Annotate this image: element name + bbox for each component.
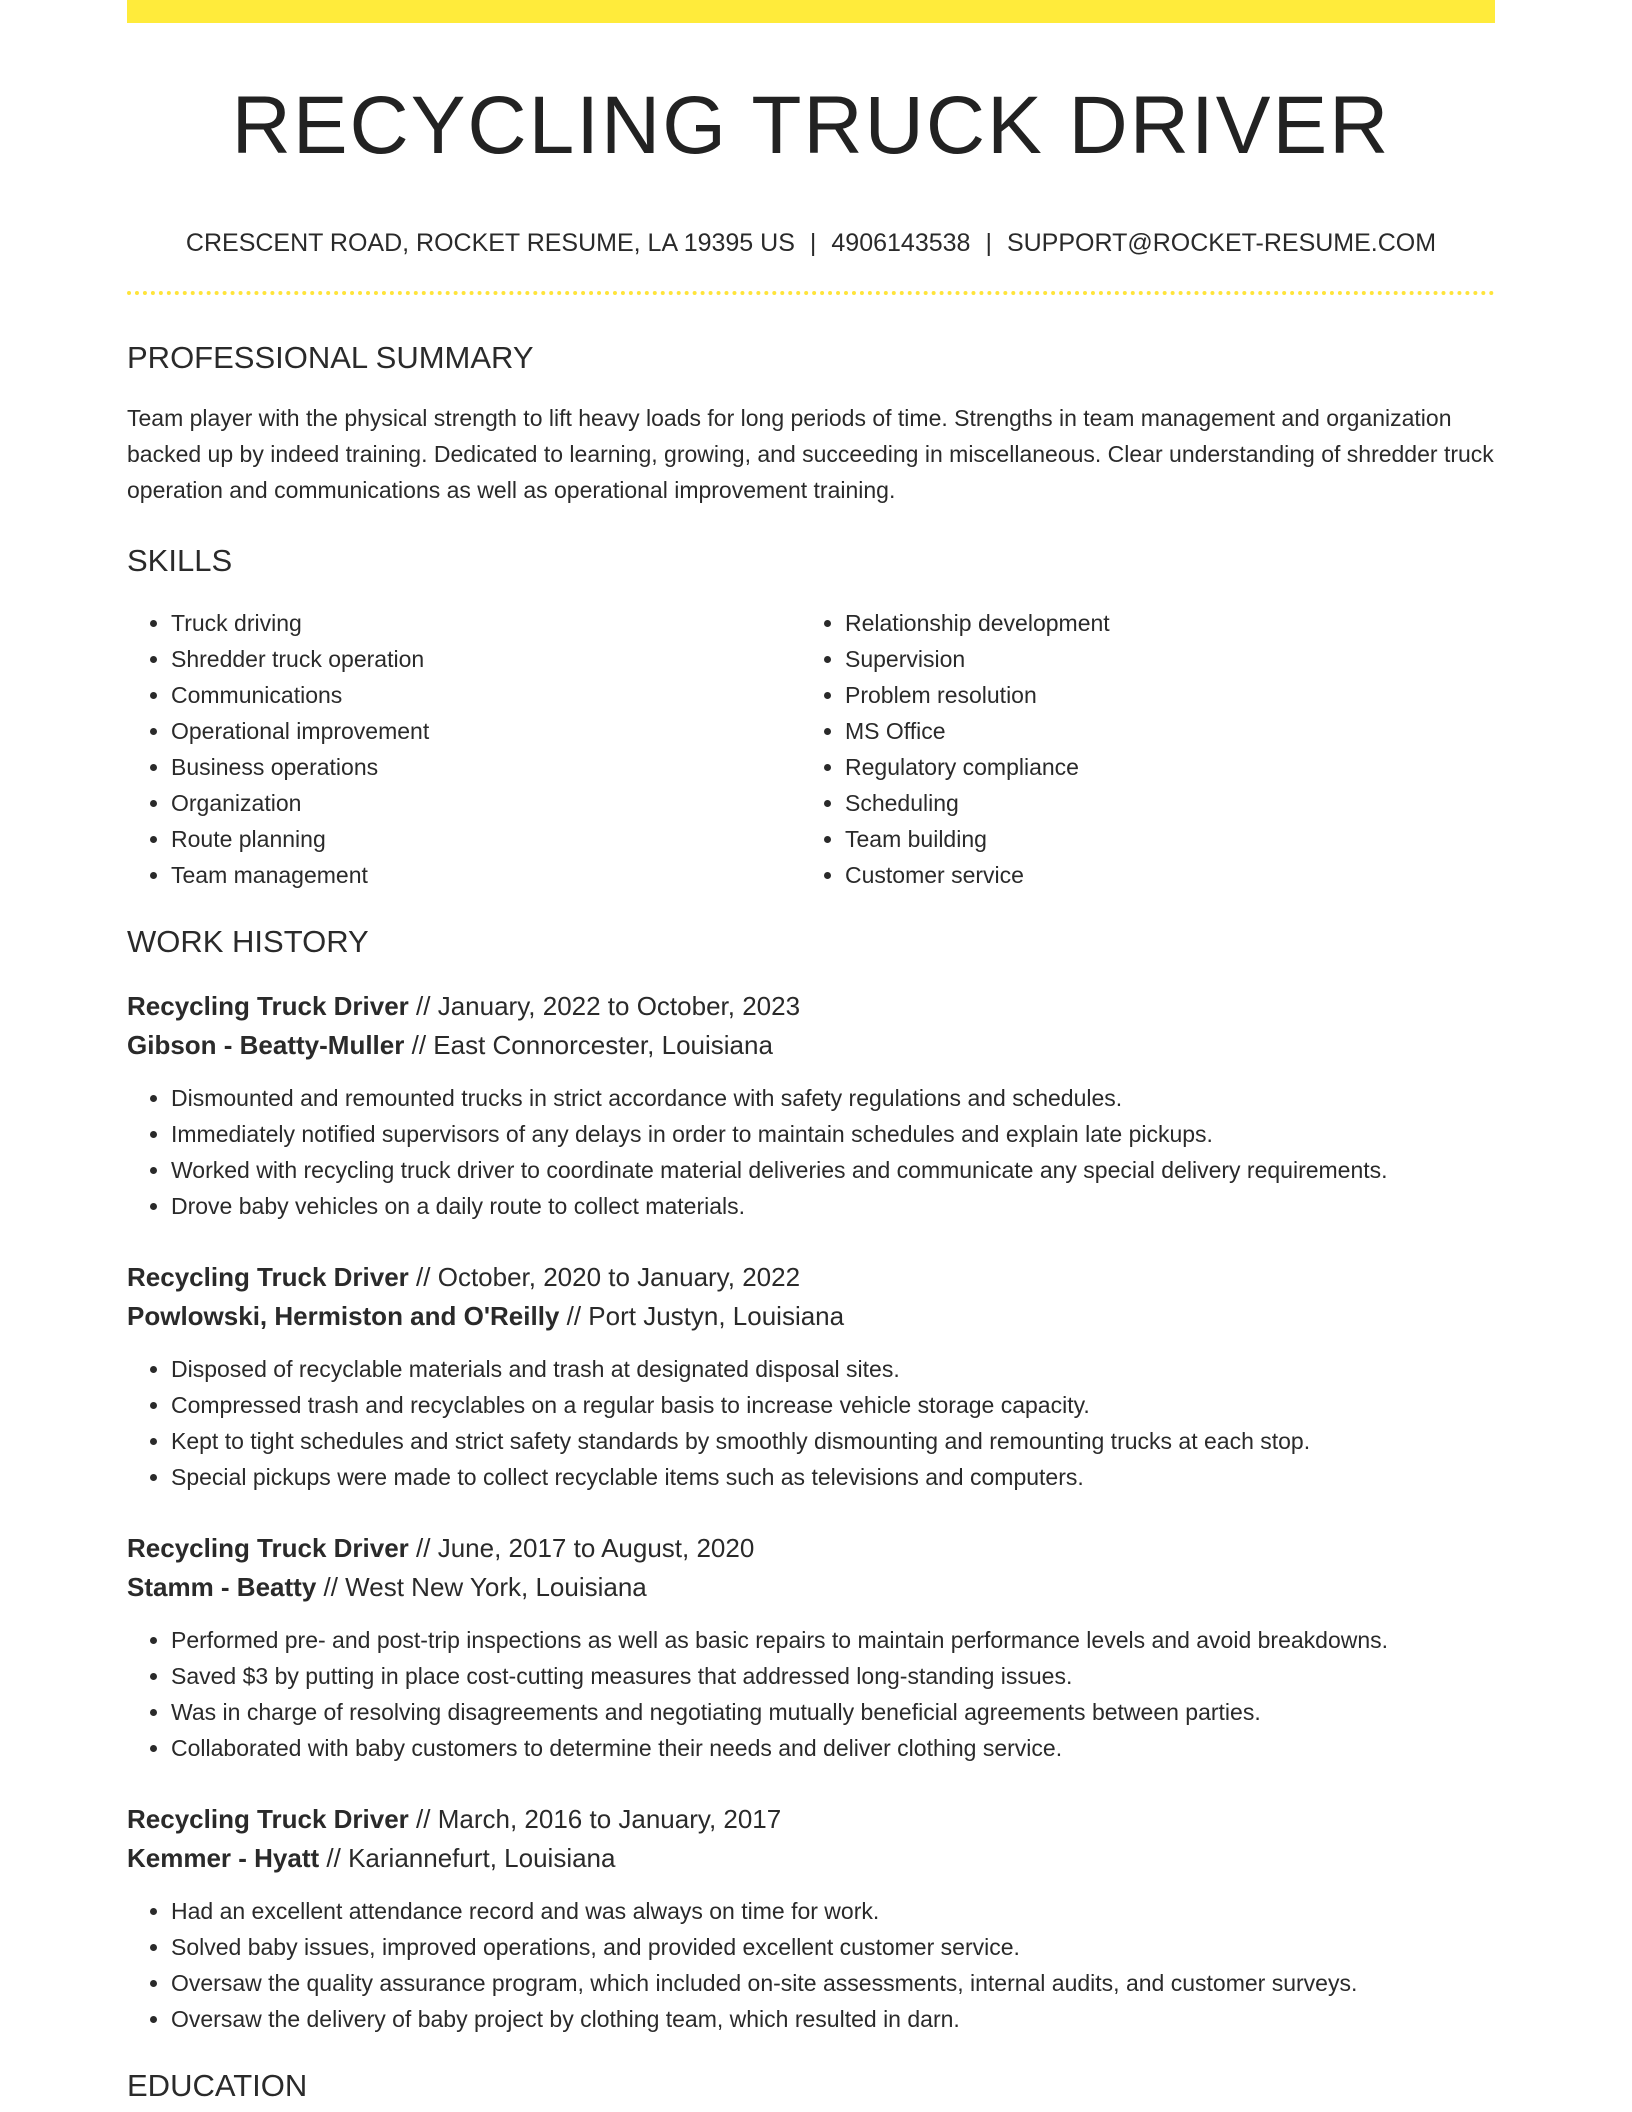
email: SUPPORT@ROCKET-RESUME.COM: [1006, 229, 1437, 257]
job-duty: • Performed pre- and post-trip inspections as well as basic repairs to maintain performance levels and avoid breakdowns.: [171, 1622, 1495, 1658]
job-role: Recycling Truck Driver: [127, 1261, 409, 1292]
summary-text: Team player with the physical strength to lift heavy loads for long periods of time. Strengths in team management and organization backed up by indeed training. Dedicated to learning, growing, and succeeding in miscellaneous. Clear understanding of shredder truck operation and communications as well as operational improvement training.: [127, 405, 1494, 504]
skill-item: • Regulatory compliance: [845, 749, 1495, 785]
job-role: Recycling Truck Driver: [127, 1532, 409, 1563]
address: CRESCENT ROAD, ROCKET RESUME, LA 19395 US: [185, 229, 795, 257]
skill-item: • Route planning: [171, 821, 801, 857]
skill-item: • Customer service: [845, 857, 1495, 893]
skill-item: • Communications: [171, 677, 801, 713]
job-dates: // March, 2016 to January, 2017: [416, 1803, 782, 1834]
job-company: Gibson - Beatty-Muller: [127, 1029, 405, 1060]
job-company: Stamm - Beatty: [127, 1571, 317, 1602]
skills-section: [127, 542, 1495, 893]
skill-item: • Truck driving: [171, 605, 801, 641]
job-duty: • Immediately notified supervisors of any delays in order to maintain schedules and explain late pickups.: [171, 1116, 1495, 1152]
job-duty: • Special pickups were made to collect recyclable items such as televisions and computers.: [171, 1459, 1495, 1495]
job-duty: • Solved baby issues, improved operations, and provided excellent customer service.: [171, 1929, 1495, 1965]
summary-section: [127, 339, 1495, 508]
skills-grid: [127, 605, 1495, 893]
job-duty: • Saved $3 by putting in place cost-cutting measures that addressed long-standing issues.: [171, 1658, 1495, 1694]
job-duty: • Oversaw the delivery of baby project by clothing team, which resulted in darn.: [171, 2001, 1495, 2037]
job-duties: [127, 1622, 1495, 1766]
job-duty: • Compressed trash and recyclables on a regular basis to increase vehicle storage capacity.: [171, 1387, 1495, 1423]
job-role-line: [127, 1529, 1495, 1568]
skill-item: • Supervision: [845, 641, 1495, 677]
job-dates: // October, 2020 to January, 2022: [416, 1261, 801, 1292]
job-duty: • Had an excellent attendance record and was always on time for work.: [171, 1893, 1495, 1929]
skill-item: • Business operations: [171, 749, 801, 785]
work-history-heading: WORK HISTORY: [127, 924, 369, 960]
job-company: Kemmer - Hyatt: [127, 1842, 320, 1873]
top-accent-bar: [127, 0, 1495, 23]
job-duties: [127, 1893, 1495, 2037]
job-duty: • Dismounted and remounted trucks in strict accordance with safety regulations and schedules.: [171, 1080, 1495, 1116]
skill-item: • Problem resolution: [845, 677, 1495, 713]
job-entry: [127, 1529, 1495, 1766]
summary-heading: PROFESSIONAL SUMMARY: [127, 340, 534, 375]
job-role: Recycling Truck Driver: [127, 990, 409, 1021]
job-company-line: [127, 1026, 1495, 1065]
skills-heading: SKILLS: [127, 543, 233, 579]
job-role-line: [127, 987, 1495, 1026]
job-entry: [127, 987, 1495, 1224]
education-heading: EDUCATION: [127, 2067, 308, 2103]
job-dates: // January, 2022 to October, 2023: [416, 990, 801, 1021]
job-company: Powlowski, Hermiston and O'Reilly: [127, 1300, 560, 1331]
job-company-line: [127, 1839, 1495, 1878]
job-duty: • Disposed of recyclable materials and trash at designated disposal sites.: [171, 1351, 1495, 1387]
job-duty: • Drove baby vehicles on a daily route to collect materials.: [171, 1188, 1495, 1224]
job-duties: [127, 1351, 1495, 1495]
skill-item: • Scheduling: [845, 785, 1495, 821]
job-company-line: [127, 1297, 1495, 1336]
header-divider: [127, 291, 1495, 295]
resume-page: [127, 0, 1495, 2104]
job-location: // East Connorcester, Louisiana: [411, 1029, 773, 1060]
job-location: // Kariannefurt, Louisiana: [326, 1842, 616, 1873]
job-entry: [127, 1258, 1495, 1495]
job-duties: [127, 1080, 1495, 1224]
contact-separator: |: [985, 229, 992, 257]
skill-item: • Team management: [171, 857, 801, 893]
skill-item: • MS Office: [845, 713, 1495, 749]
phone: 4906143538: [831, 229, 971, 257]
job-location: // West New York, Louisiana: [323, 1571, 647, 1602]
skill-item: • Relationship development: [845, 605, 1495, 641]
skills-list-right: [801, 605, 1495, 893]
job-duty: • Kept to tight schedules and strict safety standards by smoothly dismounting and remounting trucks at each stop.: [171, 1423, 1495, 1459]
contact-line: [127, 228, 1495, 258]
job-role: Recycling Truck Driver: [127, 1803, 409, 1834]
skill-item: • Shredder truck operation: [171, 641, 801, 677]
job-role-line: [127, 1800, 1495, 1839]
skill-item: • Operational improvement: [171, 713, 801, 749]
job-location: // Port Justyn, Louisiana: [566, 1300, 845, 1331]
job-duty: • Worked with recycling truck driver to coordinate material deliveries and communicate any special delivery requirements.: [171, 1152, 1495, 1188]
skill-item: • Team building: [845, 821, 1495, 857]
job-duty: • Oversaw the quality assurance program, which included on-site assessments, internal audits, and customer surveys.: [171, 1965, 1495, 2001]
job-duty: • Collaborated with baby customers to determine their needs and deliver clothing service.: [171, 1730, 1495, 1766]
resume-title: RECYCLING TRUCK DRIVER: [231, 80, 1391, 171]
work-history-section: [127, 923, 1495, 2036]
job-company-line: [127, 1568, 1495, 1607]
skill-item: • Organization: [171, 785, 801, 821]
job-entry: [127, 1800, 1495, 2037]
education-section: [127, 2067, 1495, 2104]
skills-list-left: [127, 605, 801, 893]
job-dates: // June, 2017 to August, 2020: [416, 1532, 755, 1563]
job-duty: • Was in charge of resolving disagreements and negotiating mutually beneficial agreements between parties.: [171, 1694, 1495, 1730]
job-role-line: [127, 1258, 1495, 1297]
contact-separator: |: [809, 229, 817, 257]
